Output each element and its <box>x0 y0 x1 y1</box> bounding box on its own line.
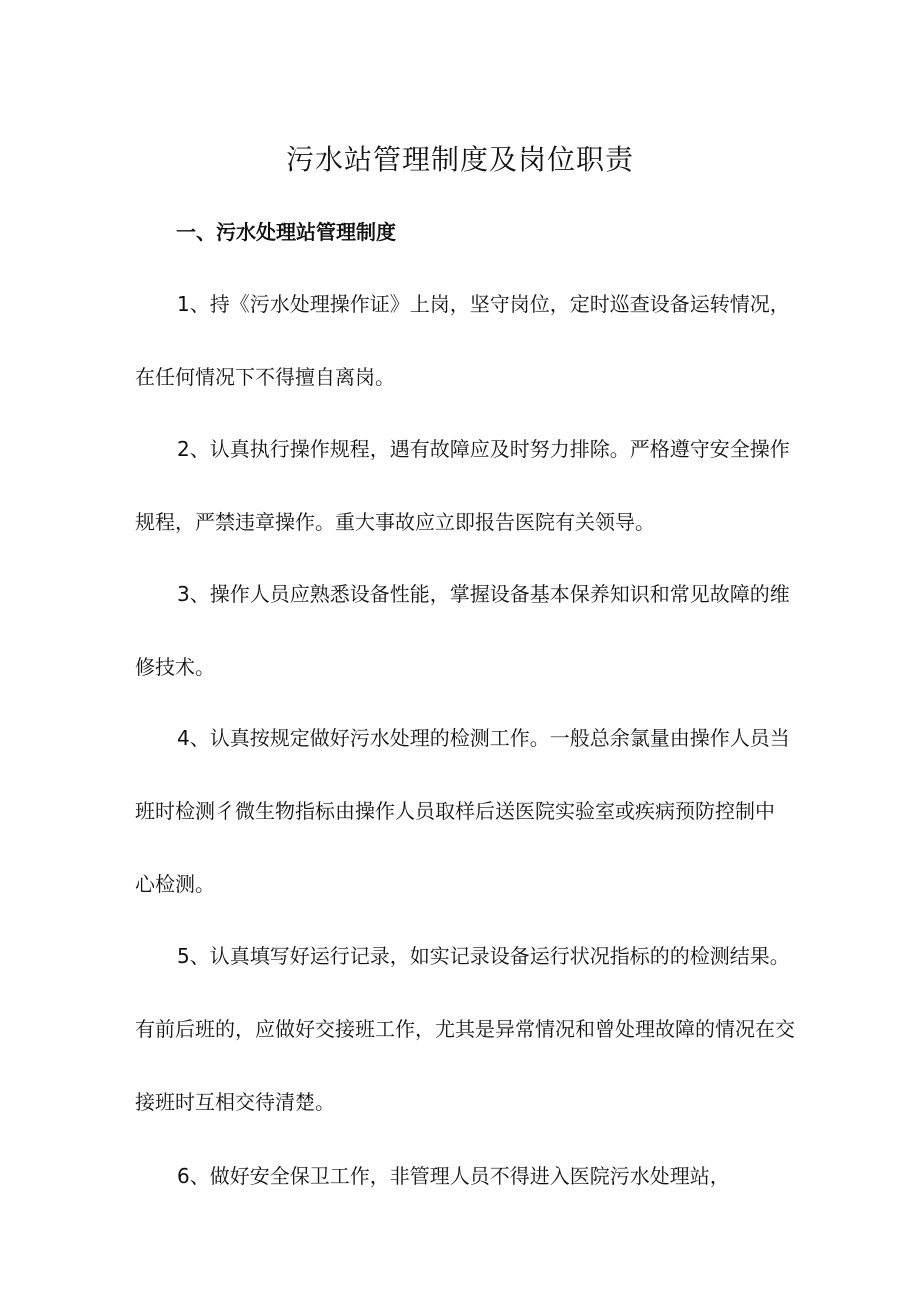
paragraph-line: 3、操作人员应熟悉设备性能，掌握设备基本保养知识和常见故障的维 <box>177 582 790 606</box>
paragraph-line: 规程，严禁违章操作。重大事故应立即报告医院有关领导。 <box>135 510 655 534</box>
section-heading: 一、污水处理站管理制度 <box>176 220 396 244</box>
paragraph-line: 接班时互相交待清楚。 <box>135 1090 335 1114</box>
paragraph-line: 有前后班的，应做好交接班工作，尤其是异常情况和曾处理故障的情况在交 <box>135 1017 795 1041</box>
paragraph-4 <box>135 702 795 921</box>
paragraph-2 <box>135 413 795 559</box>
paragraph-line: 在任何情况下不得擅自离岗。 <box>135 365 395 389</box>
paragraph-5 <box>135 920 795 1139</box>
paragraph-line: 班时检测彳微生物指标由操作人员取样后送医院实验室或疾病预防控制中 <box>135 799 775 823</box>
paragraph-3 <box>135 558 795 704</box>
paragraph-6 <box>135 1140 795 1213</box>
paragraph-1 <box>135 268 795 414</box>
paragraph-line: 心检测。 <box>135 872 215 896</box>
paragraph-line: 1、持《污水处理操作证》上岗，坚守岗位，定时巡查设备运转情况， <box>177 292 790 316</box>
paragraph-line: 4、认真按规定做好污水处理的检测工作。一般总余氯量由操作人员当 <box>177 726 790 750</box>
document-title: 污水站管理制度及岗位职责 <box>285 143 634 176</box>
paragraph-line: 修技术。 <box>135 655 215 679</box>
paragraph-line: 5、认真填写好运行记录，如实记录设备运行状况指标的的检测结果。 <box>177 944 790 968</box>
paragraph-line: 6、做好安全保卫工作，非管理人员不得进入医院污水处理站， <box>177 1164 730 1188</box>
paragraph-line: 2、认真执行操作规程，遇有故障应及时努力排除。严格遵守安全操作 <box>177 437 790 461</box>
